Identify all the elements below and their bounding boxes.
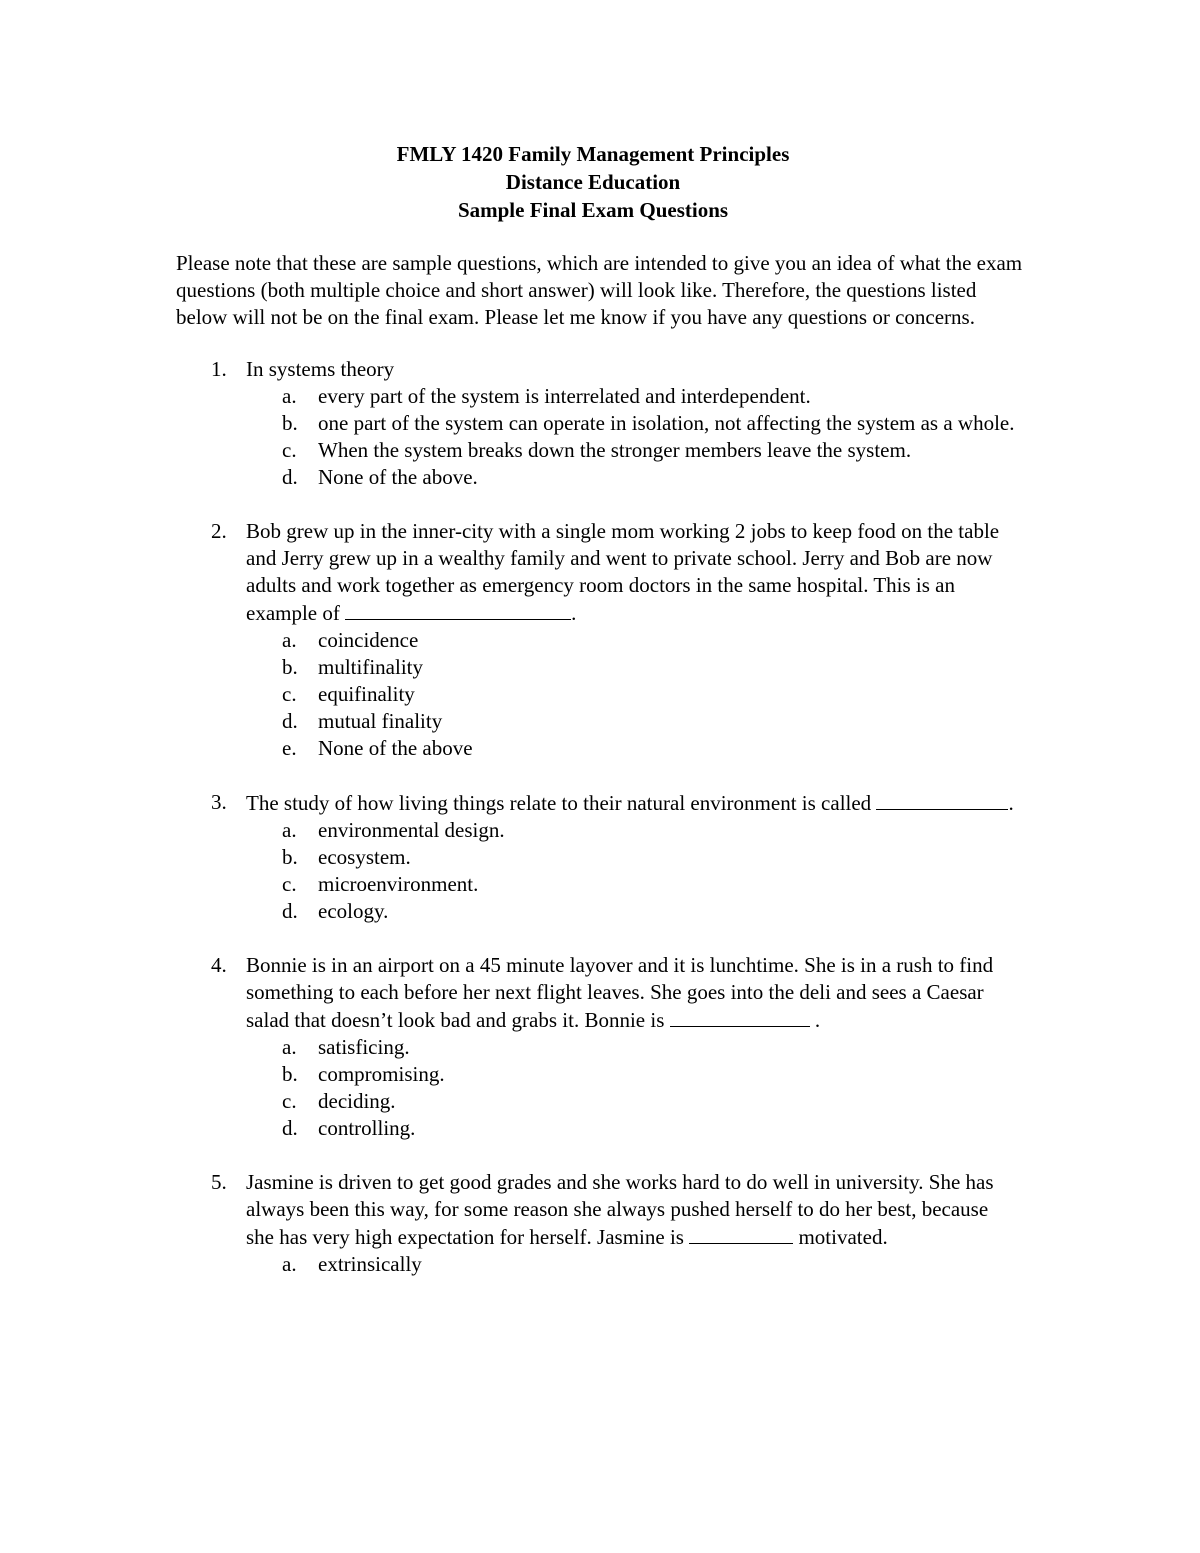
option-text: None of the above [318, 736, 473, 760]
option-a [246, 627, 1036, 654]
option-c [246, 437, 1036, 464]
intro-paragraph: Please note that these are sample questions, which are intended to give you an idea of what the exam questions (both multiple choice and short answer) will look like. Therefore, the questions listed below will not be on the final exam. Please let me know if you have any questions or concerns. [176, 251, 1023, 329]
question-list [176, 356, 1036, 1278]
option-letter: c. [282, 438, 297, 462]
option-letter: d. [282, 899, 298, 923]
answer-blank [876, 789, 1008, 810]
option-b [246, 844, 1036, 871]
document-title: Sample Final Exam Questions [457, 198, 729, 222]
option-text: None of the above. [318, 465, 478, 489]
question-number: 5. [211, 1170, 227, 1194]
answer-blank [670, 1006, 810, 1027]
option-list [246, 383, 1036, 491]
option-c [246, 681, 1036, 708]
option-letter: b. [282, 411, 298, 435]
option-b [246, 410, 1036, 437]
option-letter: a. [282, 818, 297, 842]
question-stem: The study of how living things relate to their natural environment is called [246, 791, 877, 815]
option-letter: c. [282, 1089, 297, 1113]
option-text: compromising. [318, 1062, 445, 1086]
question-text [246, 952, 1021, 1034]
question-stem-end: . [571, 601, 577, 625]
option-a [246, 817, 1036, 844]
option-text: mutual finality [318, 709, 443, 733]
option-list [246, 1034, 1036, 1142]
option-text: When the system breaks down the stronger members leave the system. [318, 438, 912, 462]
question-4 [176, 952, 1036, 1142]
document-header [176, 140, 1010, 224]
option-letter: d. [282, 709, 298, 733]
course-title: FMLY 1420 Family Management Principles [396, 142, 790, 166]
question-text [246, 356, 1021, 383]
option-letter: d. [282, 465, 298, 489]
option-text: deciding. [318, 1089, 396, 1113]
option-letter: c. [282, 872, 297, 896]
question-text [246, 518, 1021, 627]
question-stem: Jasmine is driven to get good grades and she works hard to do well in university. She has always been this way, for some reason she always pushed herself to do her best, because she has very high expectation for herself. Jasmine is [246, 1170, 994, 1249]
question-2 [176, 518, 1036, 762]
question-stem-end: . [809, 1008, 821, 1032]
option-text: coincidence [318, 628, 419, 652]
option-e [246, 735, 1036, 762]
question-1 [176, 356, 1036, 491]
option-text: ecosystem. [318, 845, 411, 869]
option-d [246, 898, 1036, 925]
option-text: controlling. [318, 1116, 416, 1140]
option-letter: b. [282, 845, 298, 869]
option-list [246, 627, 1036, 762]
question-stem: Bonnie is in an airport on a 45 minute layover and it is lunchtime. She is in a rush to find something to each before her next flight leaves. She goes into the deli and sees a Caesar salad that doesn’t look bad and grabs it. Bonnie is [246, 953, 994, 1032]
option-letter: e. [282, 736, 297, 760]
answer-blank [689, 1223, 793, 1244]
question-stem: Bob grew up in the inner-city with a single mom working 2 jobs to keep food on the table and Jerry grew up in a wealthy family and went to private school. Jerry and Bob are now adults and work together as emergency room doctors in the same hospital. This is an example of [246, 519, 1000, 625]
option-letter: d. [282, 1116, 298, 1140]
option-list [246, 1251, 1036, 1278]
option-b [246, 1061, 1036, 1088]
option-text: ecology. [318, 899, 389, 923]
question-number: 4. [211, 953, 227, 977]
option-letter: b. [282, 1062, 298, 1086]
option-d [246, 464, 1036, 491]
option-text: satisficing. [318, 1035, 410, 1059]
option-text: multifinality [318, 655, 423, 679]
option-letter: c. [282, 682, 297, 706]
question-number: 1. [211, 357, 227, 381]
question-stem: In systems theory [246, 357, 395, 381]
option-a [246, 1034, 1036, 1061]
option-d [246, 1115, 1036, 1142]
option-c [246, 871, 1036, 898]
question-stem-end: . [1008, 791, 1014, 815]
option-d [246, 708, 1036, 735]
option-c [246, 1088, 1036, 1115]
question-text [246, 789, 1021, 817]
option-letter: a. [282, 1035, 297, 1059]
question-text [246, 1169, 1021, 1251]
question-number: 3. [211, 790, 227, 814]
option-text: equifinality [318, 682, 415, 706]
answer-blank [345, 599, 571, 620]
option-letter: a. [282, 1252, 297, 1276]
option-letter: b. [282, 655, 298, 679]
option-text: extrinsically [318, 1252, 422, 1276]
option-a [246, 1251, 1036, 1278]
option-text: microenvironment. [318, 872, 479, 896]
exam-page [176, 140, 1036, 1305]
option-letter: a. [282, 628, 297, 652]
question-3 [176, 789, 1036, 925]
question-5 [176, 1169, 1036, 1278]
program-name: Distance Education [505, 170, 681, 194]
option-list [246, 817, 1036, 925]
option-text: every part of the system is interrelated and interdependent. [318, 384, 811, 408]
option-a [246, 383, 1036, 410]
option-text: environmental design. [318, 818, 505, 842]
option-b [246, 654, 1036, 681]
option-text: one part of the system can operate in isolation, not affecting the system as a whole. [318, 411, 1015, 435]
option-letter: a. [282, 384, 297, 408]
question-stem-end: motivated. [793, 1225, 888, 1249]
question-number: 2. [211, 519, 227, 543]
